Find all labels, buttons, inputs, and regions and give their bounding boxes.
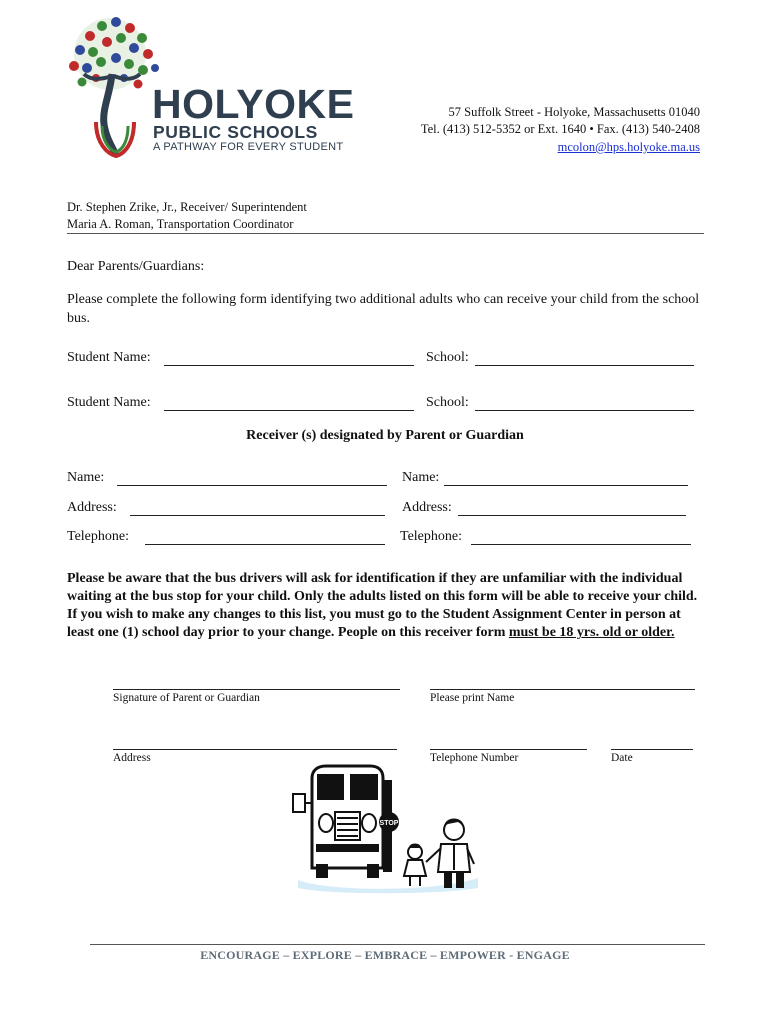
receiver2-telephone-field[interactable]	[471, 544, 691, 545]
school-field-1[interactable]	[475, 365, 694, 366]
address-label: Address	[113, 752, 151, 764]
intro-paragraph: Please complete the following form identifying two additional adults who can receive your child from the school bus.	[67, 292, 700, 326]
student-name-field-2[interactable]	[164, 410, 414, 411]
receiver1-address-field[interactable]	[130, 515, 385, 516]
superintendent-line: Dr. Stephen Zrike, Jr., Receiver/ Superintendent	[67, 200, 307, 214]
receiver-name-label: Name:	[402, 470, 440, 485]
salutation: Dear Parents/Guardians:	[67, 259, 205, 274]
receiver-telephone-label: Telephone:	[67, 529, 129, 544]
school-label: School:	[426, 350, 469, 365]
receiver-address-label: Address:	[402, 500, 452, 515]
receiver1-name-field[interactable]	[117, 485, 387, 486]
footer-motto: ENCOURAGE – EXPLORE – EMBRACE – EMPOWER - ENGAGE	[200, 948, 570, 962]
brand-name: HOLYOKE	[152, 81, 355, 127]
school-bus-icon	[288, 760, 488, 895]
receiver2-name-field[interactable]	[444, 485, 688, 486]
contact-email-link[interactable]: mcolon@hps.holyoke.ma.us	[557, 140, 700, 154]
header-divider	[67, 233, 704, 234]
date-field[interactable]	[611, 749, 693, 750]
parent-address-field[interactable]	[113, 749, 397, 750]
coordinator-line: Maria A. Roman, Transportation Coordinator	[67, 217, 294, 231]
id-notice	[67, 570, 707, 642]
receiver-telephone-label: Telephone:	[400, 529, 462, 544]
print-name-field[interactable]	[430, 689, 695, 690]
age-requirement: must be 18 yrs. old or older.	[508, 625, 675, 640]
brand-tagline: A PATHWAY FOR EVERY STUDENT	[153, 141, 344, 153]
telephone-number-field[interactable]	[430, 749, 587, 750]
contact-address: 57 Suffolk Street - Holyoke, Massachusetts 01040	[448, 105, 700, 119]
receiver-name-label: Name:	[67, 470, 105, 485]
footer-divider	[90, 944, 705, 945]
school-bus-illustration	[288, 760, 488, 895]
student-name-label: Student Name:	[67, 350, 151, 365]
parent-signature-field[interactable]	[113, 689, 400, 690]
signature-label: Signature of Parent or Guardian	[113, 692, 260, 704]
stop-sign-label: STOP	[379, 820, 399, 827]
receivers-heading: Receiver (s) designated by Parent or Guardian	[246, 428, 524, 443]
student-name-label: Student Name:	[67, 395, 151, 410]
receiver1-telephone-field[interactable]	[145, 544, 385, 545]
notice-text: Please be aware that the bus drivers will ask for identification if they are unfamiliar with the individual waiting at the bus stop for your child. Only the adults listed on this form will be able to receive your child. If you wish to make any changes to this list, you must go to the Student Assignment Center in person at least one (1) school day prior to your change. People on this receiver form	[67, 571, 698, 640]
receiver-address-label: Address:	[67, 500, 117, 515]
student-name-field-1[interactable]	[164, 365, 414, 366]
contact-phone-fax: Tel. (413) 512-5352 or Ext. 1640 • Fax. (413) 540-2408	[420, 122, 700, 136]
receiver2-address-field[interactable]	[458, 515, 686, 516]
date-label: Date	[611, 752, 633, 764]
school-label: School:	[426, 395, 469, 410]
telephone-number-label: Telephone Number	[430, 752, 519, 764]
print-name-label: Please print Name	[430, 692, 515, 704]
brand-subtitle: PUBLIC SCHOOLS	[153, 122, 318, 142]
school-field-2[interactable]	[475, 410, 694, 411]
